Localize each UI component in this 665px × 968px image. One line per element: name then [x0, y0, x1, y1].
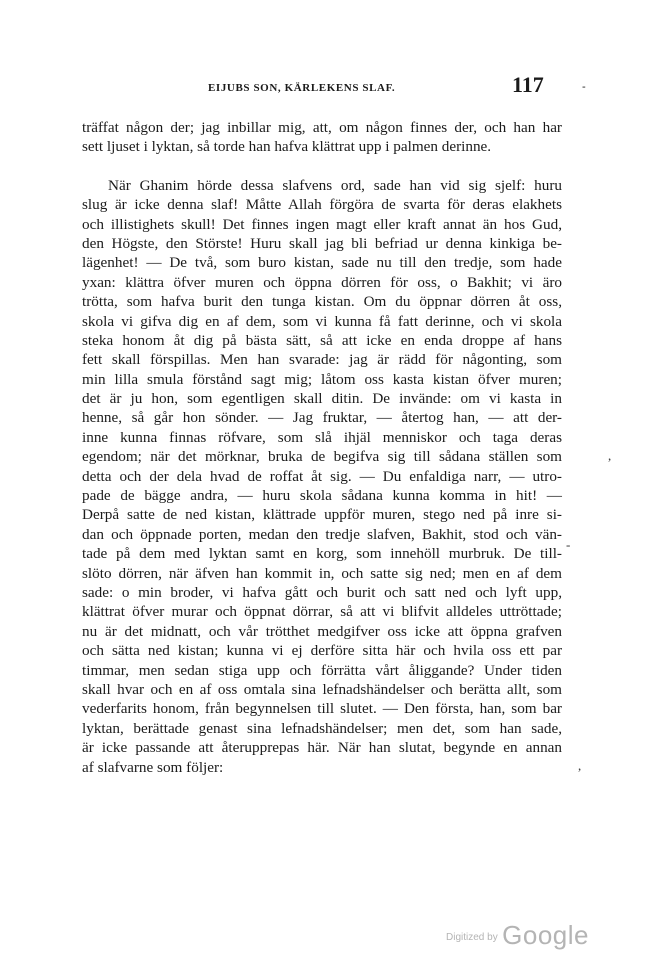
- margin-mark: -: [566, 537, 571, 552]
- text-line: slöto dörren, när äfven han kommit in, och satte sig ned; men en af dem: [82, 564, 562, 582]
- text-line: nu är det midnatt, och vår trötthet medgifver oss icke att öppna grafven: [82, 622, 562, 640]
- text-line: klättrat öfver murar och öppnat dörrar, så att vi blifvit alldeles uttröttade;: [82, 603, 562, 621]
- text-line: dan och öppnade porten, medan den tredje slafven, Bakhit, stod och vän-: [82, 525, 562, 543]
- text-line: När Ghanim hörde dessa slafvens ord, sade han vid sig sjelf: huru: [108, 176, 562, 194]
- text-line: och sätta ned kistan; kunna vi ej derföre sitta här och hvila oss ett par: [82, 642, 562, 660]
- text-line: yxan: klättra öfver muren och öppna dörren för oss, o Bakhit; vi äro: [82, 273, 562, 291]
- text-line: slug är icke denna slaf! Måtte Allah förgöra de svarta för deras elakhets: [82, 196, 562, 214]
- text-line: pade de bägge andra, — huru skola sådana kunna komma in hit! —: [82, 487, 562, 505]
- margin-mark: ,: [578, 758, 582, 773]
- text-line: sett ljuset i lyktan, så torde han hafva klättrat upp i palmen derinne.: [82, 138, 492, 156]
- text-line: och illistighets skull! Det finnes ingen magt eller kraft annat än hos Gud,: [82, 215, 562, 233]
- text-line: trötta, som hafva burit den tunga kistan. Om du öppnar dörren åt oss,: [82, 293, 562, 311]
- text-line: lyktan, berättade genast sina lefnadshändelser; men det, som han sade,: [82, 719, 562, 737]
- text-line: lägenhet! — De två, som buro kistan, sade nu till den tredje, som hade: [82, 254, 562, 272]
- page-number: 117: [512, 72, 544, 97]
- text-line: timmar, men sedan stiga upp och förrätta vårt åliggande? Under tiden: [82, 661, 562, 679]
- text-line: skall hvar och en af oss omtala sina lefnadshändelser och berätta allt, som: [82, 680, 562, 698]
- text-line: sade: o min broder, vi hafva gått och burit och satt ned och lyft upp,: [82, 583, 562, 601]
- text-line: af slafvarne som följer:: [82, 758, 224, 776]
- text-line: det är ju hon, som egentligen skall ditin. De invände: om vi kasta in: [82, 390, 562, 408]
- running-head: [0, 72, 665, 102]
- running-title: EIJUBS SON, KÄRLEKENS SLAF.: [208, 82, 396, 94]
- margin-mark: ,: [608, 448, 612, 463]
- body-text: [82, 118, 562, 777]
- text-line: detta och der dela hvad de roffat åt sig. — Du enfaldiga narr, — utro-: [82, 467, 562, 485]
- text-line: Derpå satte de ned kistan, klättrade uppför muren, stego ned på inre si-: [82, 506, 562, 524]
- text-line: den Högste, den Störste! Huru skall jag bli befriad ur denna kinkiga be-: [82, 234, 562, 252]
- text-line: fett skall förspillas. Men han svarade: jag är rädd för någonting, som: [82, 351, 562, 369]
- text-line: henne, så går hon sönder. — Jag fruktar, — återtog han, — att der-: [82, 409, 562, 427]
- text-line: egendom; när det mörknar, bruka de begifva sig till sådana ställen som: [82, 448, 562, 466]
- digitized-label: Digitized by: [446, 932, 498, 943]
- text-line: tade på dem med lyktan samt en korg, som innehöll murbruk. De till-: [82, 545, 562, 563]
- text-line: vederfarits honom, från begynnelsen till slutet. — Den första, han, som bar: [82, 700, 562, 718]
- text-line: skola vi gifva dig en af dem, som vi kunna få fatt derinne, och vi skola: [82, 312, 562, 330]
- paragraph-gap: [82, 157, 562, 176]
- header-mark: -: [582, 80, 586, 93]
- text-line: steka honom åt dig på bästa sätt, så att icke en enda droppe af hans: [82, 331, 562, 349]
- text-line: träffat någon der; jag inbillar mig, att, om någon finnes der, och han har: [82, 119, 562, 136]
- digitized-watermark: [446, 920, 589, 951]
- text-line: är icke passande att återupprepas här. När han slutat, begynde en annan: [82, 739, 562, 757]
- google-logo: Google: [502, 920, 589, 950]
- text-line: min lilla smula förstånd sagt mig; låtom oss kasta kistan öfver muren;: [82, 370, 562, 388]
- text-line: inne kunna finnas röfvare, som slå ihjäl menniskor och taga deras: [82, 428, 562, 446]
